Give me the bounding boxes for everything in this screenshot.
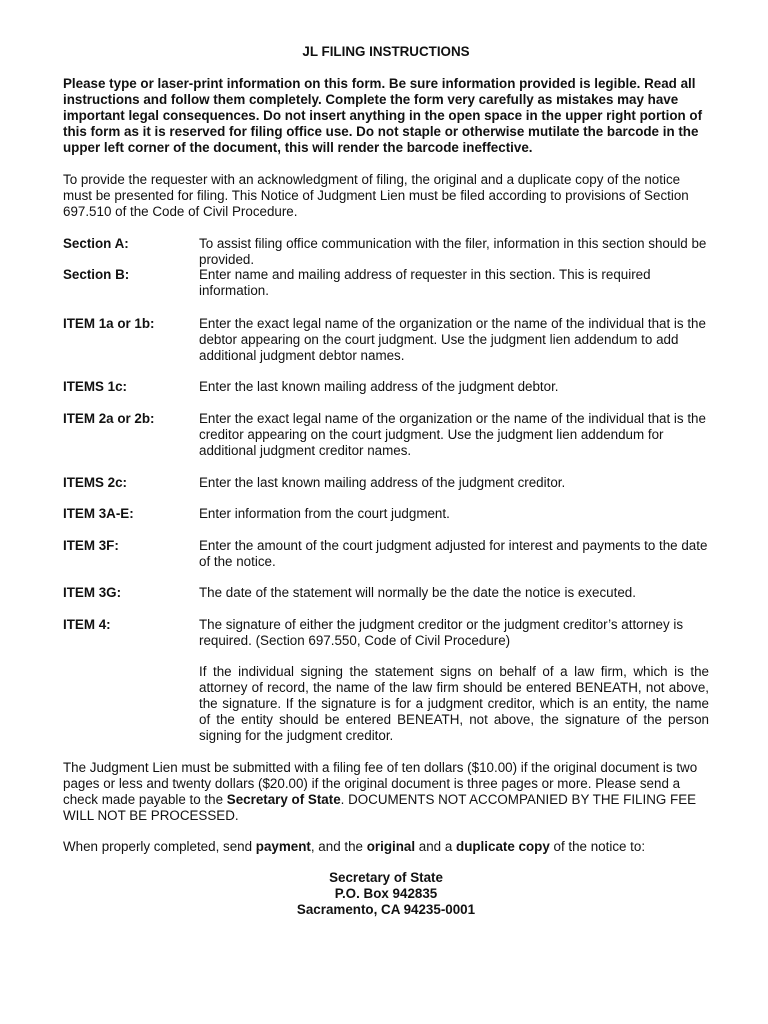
entry-text: Enter information from the court judgment. xyxy=(199,506,450,521)
fee-payee: Secretary of State xyxy=(226,792,341,807)
send-bold-original: original xyxy=(366,839,416,854)
entry-text: Enter name and mailing address of requester in this section. This is required information. xyxy=(199,267,651,298)
entry-label: ITEM 3A-E: xyxy=(63,506,134,521)
send-text-part3: and a xyxy=(415,839,457,854)
entry-label: ITEM 2a or 2b: xyxy=(63,411,155,426)
entry-text: Enter the exact legal name of the organization or the name of the individual that is the creditor appearing on the court judgment. Use the judgment lien addendum for additional judgment creditor names. xyxy=(199,411,706,458)
entry-label: ITEM 3F: xyxy=(63,538,119,553)
intro-purpose-paragraph: To provide the requester with an acknowledgment of filing, the original and a duplicate copy of the notice must be presented for filing. This Notice of Judgment Lien must be filed according to provisions of Section 697.510 of the Code of Civil Procedure. xyxy=(63,172,689,219)
address-line-1: Secretary of State xyxy=(329,870,443,885)
entry-text: Enter the last known mailing address of the judgment debtor. xyxy=(199,379,559,394)
address-line-2: P.O. Box 942835 xyxy=(334,886,438,901)
entry-text: To assist filing office communication with the filer, information in this section should be provided. xyxy=(199,236,707,267)
address-line-3: Sacramento, CA 94235-0001 xyxy=(296,902,476,917)
send-bold-duplicate: duplicate copy xyxy=(456,839,550,854)
fee-text-part1: The Judgment Lien must be submitted with a filing fee of ten dollars ($10.00) if the original document is two pages or less and twenty dollars ($20.00) if the original document is three pages or more. Please send a check made payable to the xyxy=(63,760,698,807)
entry-label: ITEM 3G: xyxy=(63,585,122,600)
entry-text: Enter the amount of the court judgment adjusted for interest and payments to the date of the notice. xyxy=(199,538,708,569)
entry-label: Section A: xyxy=(63,236,129,251)
entry-text: The date of the statement will normally be the date the notice is executed. xyxy=(199,585,636,600)
intro-warning-paragraph: Please type or laser-print information on this form. Be sure information provided is legible. Read all instructions and follow them completely. Complete the form very carefully as mistakes may have important legal consequences. Do not insert anything in the open space in the upper right portion of this form as it is reserved for filing office use. Do not staple or otherwise mutilate the barcode in the upper left corner of the document, this will render the barcode ineffective. xyxy=(63,76,703,155)
send-text-part1: When properly completed, send xyxy=(63,839,256,854)
filing-fee-paragraph xyxy=(63,760,709,824)
entry-label: ITEM 1a or 1b: xyxy=(63,316,155,331)
send-text-part4: of the notice to: xyxy=(549,839,646,854)
entry-label: ITEMS 2c: xyxy=(63,475,127,490)
entry-label: ITEMS 1c: xyxy=(63,379,127,394)
entry-text: Enter the last known mailing address of the judgment creditor. xyxy=(199,475,566,490)
entry-label: ITEM 4: xyxy=(63,617,111,632)
send-text-part2: , and the xyxy=(310,839,367,854)
item4-signature-note: If the individual signing the statement signs on behalf of a law firm, which is the attorney of record, the name of the law firm should be entered BENEATH, not above, the signature. If the signature is for a judgment creditor, which is an entity, the name of the entity should be entered BENEATH, not above, the signature of the person signing for the judgment creditor. xyxy=(199,664,709,743)
entry-text: The signature of either the judgment creditor or the judgment creditor’s attorney is required. (Section 697.550, Code of Civil Procedure) xyxy=(199,617,684,648)
send-bold-payment: payment xyxy=(255,839,311,854)
entry-text: Enter the exact legal name of the organization or the name of the individual that is the debtor appearing on the court judgment. Use the judgment lien addendum to add additional judgment debtor names. xyxy=(199,316,706,363)
fee-text-part2: . DOCUMENTS NOT ACCOMPANIED BY THE FILING FEE WILL NOT BE PROCESSED. xyxy=(63,792,697,823)
send-instructions-paragraph xyxy=(63,839,709,855)
document-title: JL FILING INSTRUCTIONS xyxy=(302,44,470,59)
entry-label: Section B: xyxy=(63,267,130,282)
mailing-address xyxy=(63,870,709,918)
